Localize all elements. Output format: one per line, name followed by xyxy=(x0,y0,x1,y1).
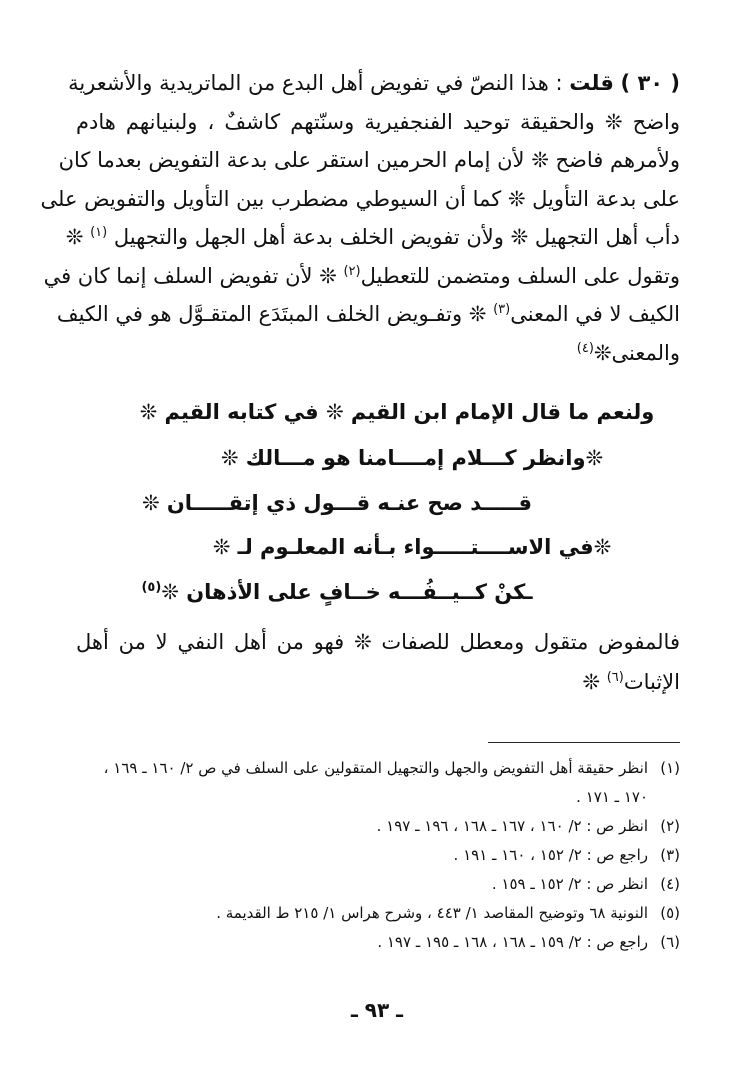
footnote-number: (٤) xyxy=(660,875,680,893)
poem-verse: قـــــد صح عنـه قـــول ذي إتقـــــان ❊ xyxy=(141,491,533,515)
footnote-ref[interactable]: (٥) xyxy=(141,580,162,595)
line-text: ولأمرهم فاضح ❊ لأن إمام الحرمين استقر على بدعة التفويض بعدما كان xyxy=(58,148,680,172)
footnote-text: راجع ص : ٢/ ١٥٩ ـ ١٦٨ ، ١٦٨ ـ ١٩٥ ـ ١٩٧ . xyxy=(377,933,648,951)
poem-verse xyxy=(0,580,754,604)
note-number: ( ٣٠ ) xyxy=(620,71,680,95)
footnote-ref[interactable]: (٤) xyxy=(576,340,594,356)
line-text: والمعنى❊ xyxy=(593,340,680,365)
footnote-number: (٥) xyxy=(660,904,680,922)
line-text: الكيف لا في المعنى xyxy=(510,302,680,326)
footnote-number: (٦) xyxy=(660,933,680,951)
footnote-text: النونية ٦٨ وتوضيح المقاصد ١/ ٤٤٣ ، وشرح هراس ١/ ٢١٥ ط القديمة . xyxy=(216,904,648,922)
footnote-item xyxy=(76,899,680,928)
footnote-number: (٢) xyxy=(660,817,680,835)
closing-paragraph xyxy=(76,622,680,702)
paragraph-line xyxy=(40,180,680,219)
footnote-text: انظر حقيقة أهل التفويض والجهل والتجهيل المتقولين على السلف في ص ٢/ ١٦٠ ـ ١٦٩ ، xyxy=(103,759,648,777)
footnote-item xyxy=(76,870,680,899)
poem-intro: ولنعم ما قال الإمام ابن القيم ❊ في كتابه القيم ❊ xyxy=(139,400,655,424)
main-paragraph xyxy=(40,64,680,372)
line-text: وتقول على السلف ومتضمن للتعطيل xyxy=(360,263,680,288)
footnote-continuation: ١٧٠ ـ ١٧١ . xyxy=(576,788,648,806)
page-number: ـ ٩٣ ـ xyxy=(350,998,404,1022)
line-text: ❊ xyxy=(65,225,91,249)
footnote-text: انظر ص : ٢/ ١٥٢ ـ ١٥٩ . xyxy=(491,875,648,893)
closing-line: فالمفوض متقول ومعطل للصفات ❊ فهو من أهل النفي لا من أهل xyxy=(76,630,680,654)
poem-verse: ❊في الاســــتـــــواء بـأنه المعلـوم لـ ❊ xyxy=(212,535,612,559)
footnote-item xyxy=(76,812,680,841)
line-text: على بدعة التأويل ❊ كما أن السيوطي مضطرب بين التأويل والتفويض على xyxy=(40,186,680,211)
paragraph-line xyxy=(65,218,680,257)
footnote-item xyxy=(76,928,680,957)
footnote-ref[interactable]: (٢) xyxy=(343,263,361,279)
footnote-divider xyxy=(488,742,680,743)
paragraph-line xyxy=(68,64,680,103)
line-text: ❊ xyxy=(582,670,607,694)
footnote-text: انظر ص : ٢/ ١٦٠ ، ١٦٧ ـ ١٦٨ ، ١٩٦ ـ ١٩٧ . xyxy=(376,817,648,835)
line-text: دأب أهل التجهيل ❊ ولأن تفويض الخلف بدعة أهل الجهل والتجهيل xyxy=(113,225,680,249)
footnote-ref[interactable]: (١) xyxy=(90,225,108,240)
paragraph-line xyxy=(56,295,680,334)
poem-verse: ❊وانظر كـــلام إمــــامنا هو مـــالك ❊ xyxy=(220,446,604,470)
paragraph-line xyxy=(43,257,680,296)
line-text: ❊ وتفـويض الخلف المبتَدَع المتقـوَّل هو في الكيف xyxy=(56,302,494,326)
closing-line xyxy=(76,662,680,702)
poem-verse-text: ـكنْ كــيــفُـــه خــافٍ على الأذهان ❊ xyxy=(161,580,533,604)
line-text: : هذا النصّ في تفويض أهل البدع من الماتريدية والأشعرية xyxy=(68,71,570,95)
paragraph-line xyxy=(58,141,680,180)
footnote-text: راجع ص : ٢/ ١٥٢ ، ١٦٠ ـ ١٩١ . xyxy=(453,846,648,864)
footnote-ref[interactable]: (٦) xyxy=(606,670,624,685)
footnote-ref[interactable]: (٣) xyxy=(493,302,511,317)
line-text: الإثبات xyxy=(623,670,680,694)
paragraph-line xyxy=(76,334,680,373)
footnotes xyxy=(76,754,680,957)
line-text: واضح ❊ والحقيقة توحيد الفنجفيرية وسنّتهم كاشفٌ ، ولبنيانهم هادم xyxy=(76,109,680,134)
paragraph-line xyxy=(76,103,680,142)
footnote-number: (١) xyxy=(660,759,680,777)
note-label: قلت xyxy=(569,71,614,95)
footnote-item xyxy=(76,754,680,783)
footnote-number: (٣) xyxy=(660,846,680,864)
footnote-item xyxy=(76,841,680,870)
line-text: ❊ لأن تفويض السلف إنما كان في xyxy=(43,263,344,288)
